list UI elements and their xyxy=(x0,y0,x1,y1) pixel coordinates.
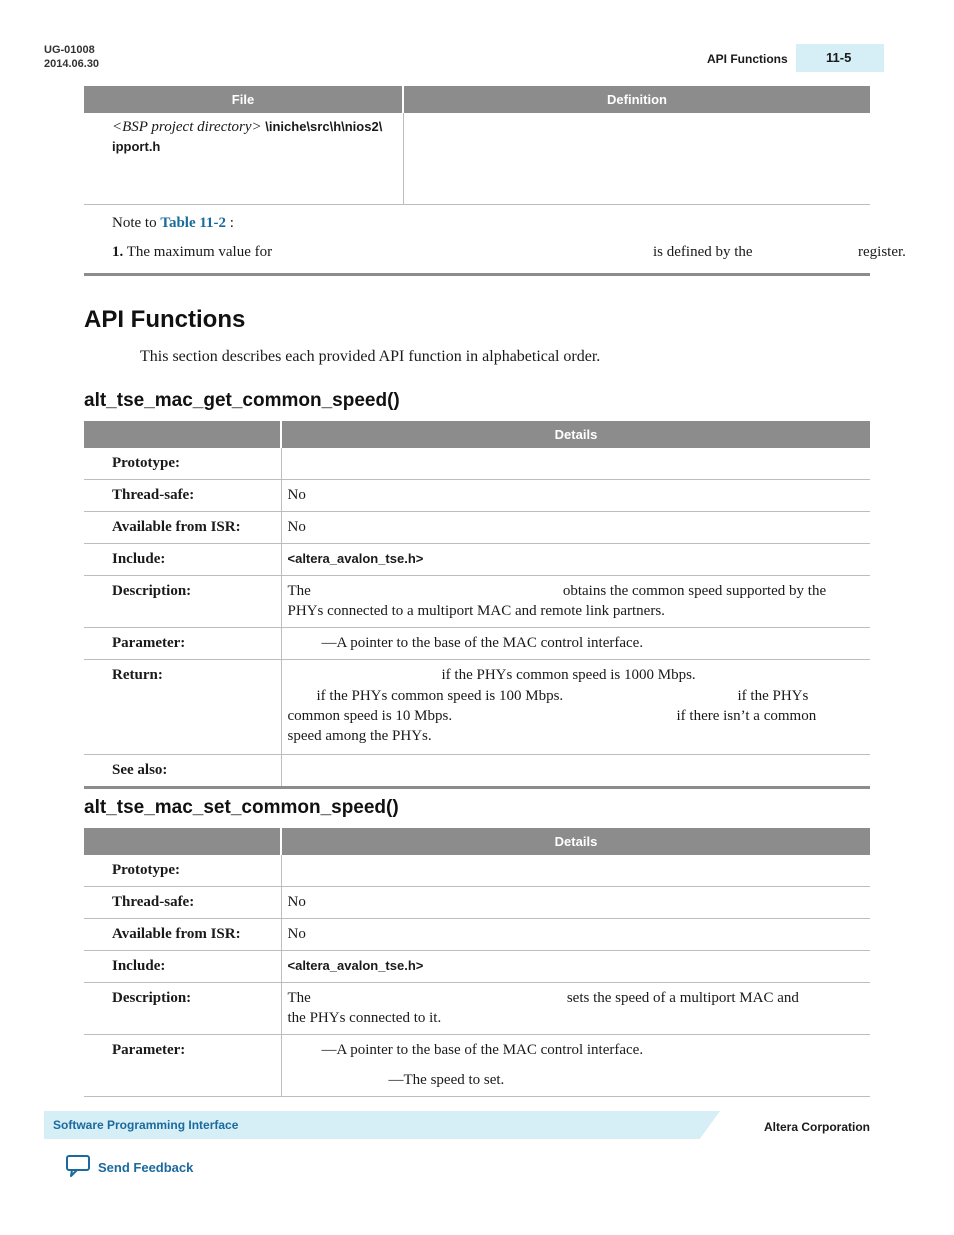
send-feedback-link[interactable] xyxy=(66,1155,193,1180)
file-cell xyxy=(84,113,403,205)
file-path-code: \iniche\src\h\nios2\ xyxy=(261,119,383,134)
table-row: Return: if the PHYs common speed is 1000 Mbps. if the PHYs common speed is 100 Mbps. if the PHYs common speed is 10 Mbps. if there isn’t a common speed among the PHYs. xyxy=(84,660,870,755)
table-row: Prototype: xyxy=(84,855,870,887)
table-row: Available from ISR: No xyxy=(84,512,870,544)
section-intro: This section describes each provided API function in alphabetical order. xyxy=(140,348,601,365)
table-row: Available from ISR: No xyxy=(84,919,870,951)
table-row: Description: The obtains the common speed supported by the PHYs connected to a multiport MAC and remote link partners. xyxy=(84,576,870,628)
function-table-get-common-speed xyxy=(84,421,870,789)
col-details-header: Details xyxy=(281,828,870,855)
file-path-code-2: ipport.h xyxy=(112,139,161,154)
table-row: Parameter: —A pointer to the base of the MAC control interface. —The speed to set. xyxy=(84,1035,870,1097)
table-row: Parameter: —A pointer to the base of the MAC control interface. xyxy=(84,628,870,660)
table-row: See also: xyxy=(84,755,870,788)
table-row: Include: <altera_avalon_tse.h> xyxy=(84,544,870,576)
definition-cell xyxy=(403,113,870,205)
table-row: Thread-safe: No xyxy=(84,480,870,512)
function-heading-set-common-speed: alt_tse_mac_set_common_speed() xyxy=(84,797,399,818)
table-row: Description: The sets the speed of a multiport MAC and the PHYs connected to it. xyxy=(84,983,870,1035)
table-row: Thread-safe: No xyxy=(84,887,870,919)
table-link[interactable]: Table 11-2 xyxy=(160,215,227,231)
table-note: Note to Table 11-2 : 1. The maximum value for is defined by the register. xyxy=(84,205,870,275)
function-table-set-common-speed xyxy=(84,828,870,1097)
footer-chapter-link[interactable]: Software Programming Interface xyxy=(53,1118,239,1132)
file-definition-table xyxy=(84,86,906,276)
col-file-header: File xyxy=(84,86,403,113)
feedback-icon xyxy=(66,1155,90,1180)
running-section-title: API Functions xyxy=(707,52,788,66)
page-number-tab: 11-5 xyxy=(796,44,884,72)
file-path-italic: <BSP project directory> xyxy=(112,119,262,135)
table-row: Prototype: xyxy=(84,448,870,480)
section-heading: API Functions xyxy=(84,306,246,333)
col-details-header: Details xyxy=(281,421,870,448)
document-id: UG-01008 2014.06.30 xyxy=(44,44,100,70)
table-row: Include: <altera_avalon_tse.h> xyxy=(84,951,870,983)
send-feedback-label: Send Feedback xyxy=(98,1160,194,1175)
footer-company: Altera Corporation xyxy=(764,1120,871,1134)
col-blank-header xyxy=(84,421,281,448)
col-blank-header xyxy=(84,828,281,855)
function-heading-get-common-speed: alt_tse_mac_get_common_speed() xyxy=(84,390,400,411)
col-definition-header: Definition xyxy=(403,86,870,113)
